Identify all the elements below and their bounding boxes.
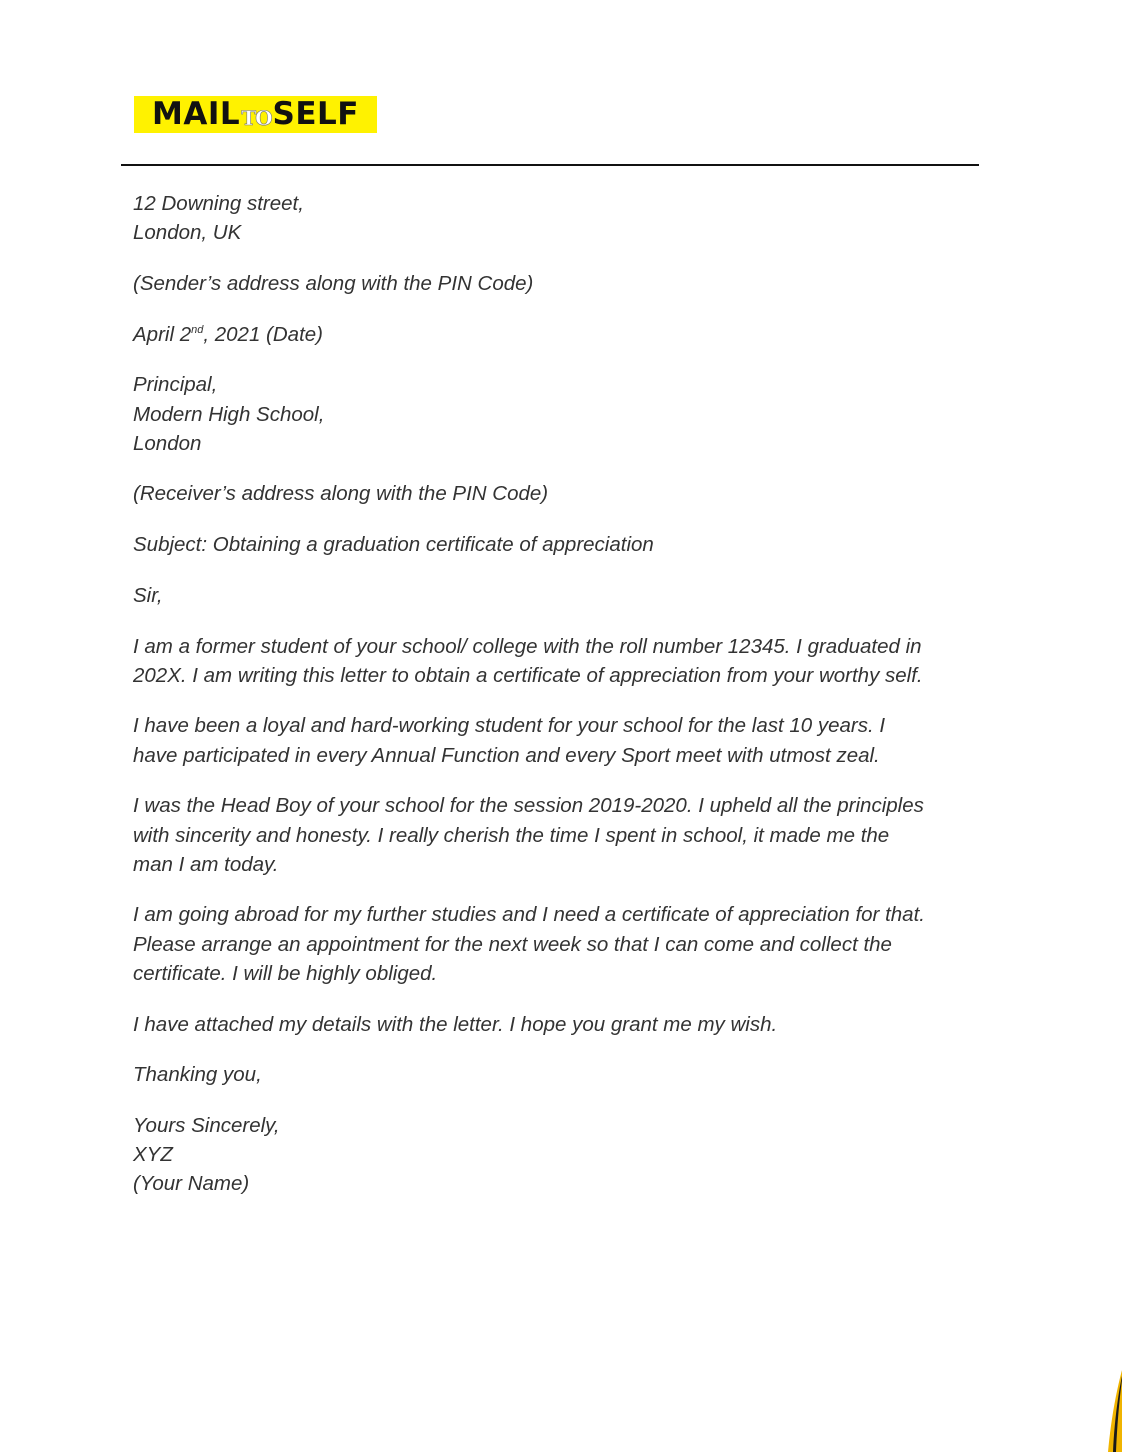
body-line: I am going abroad for my further studies and I need a certificate of appreciation for that. bbox=[133, 903, 925, 927]
body-line: I am a former student of your school/ college with the roll number 12345. I graduated in bbox=[133, 634, 922, 658]
receiver-line: Principal, bbox=[133, 373, 218, 397]
sender-address bbox=[133, 189, 993, 247]
signoff-line: XYZ bbox=[133, 1143, 173, 1167]
logo-text-mail: MAIL bbox=[152, 96, 241, 132]
sender-line: 12 Downing street, bbox=[133, 192, 304, 215]
body-line: I have been a loyal and hard-working student for your school for the last 10 years. I bbox=[133, 714, 886, 738]
header-divider bbox=[121, 164, 979, 166]
subject-line: Subject: Obtaining a graduation certificate of appreciation bbox=[133, 533, 654, 557]
body-line: have participated in every Annual Function and every Sport meet with utmost zeal. bbox=[133, 743, 880, 767]
receiver-address bbox=[133, 370, 993, 458]
signoff-block bbox=[133, 1111, 993, 1199]
body-paragraph-2 bbox=[133, 711, 993, 769]
body-line: certificate. I will be highly obliged. bbox=[133, 961, 438, 985]
body-line: I have attached my details with the letter. I hope you grant me my wish. bbox=[133, 1012, 778, 1036]
signoff-line: (Your Name) bbox=[133, 1172, 250, 1196]
body-paragraph-1 bbox=[133, 632, 993, 690]
receiver-line: London bbox=[133, 431, 202, 455]
body-line: I was the Head Boy of your school for the session 2019-2020. I upheld all the principles bbox=[133, 794, 924, 818]
sender-note: (Sender’s address along with the PIN Code) bbox=[133, 271, 534, 295]
logo-text-self: SELF bbox=[272, 96, 359, 132]
closing-line: Thanking you, bbox=[133, 1063, 262, 1087]
corner-decoration bbox=[1106, 1370, 1122, 1452]
brand-logo bbox=[134, 96, 377, 133]
receiver-line: Modern High School, bbox=[133, 402, 325, 426]
body-line: with sincerity and honesty. I really cherish the time I spent in school, it made me the bbox=[133, 823, 890, 847]
letter-date bbox=[133, 320, 993, 349]
date-prefix: April 2 bbox=[133, 322, 192, 346]
salutation: Sir, bbox=[133, 583, 163, 607]
letter-body bbox=[133, 189, 993, 1220]
logo-text-to: TO bbox=[241, 105, 272, 130]
body-paragraph-4 bbox=[133, 900, 993, 988]
body-line: Please arrange an appointment for the next week so that I can come and collect the bbox=[133, 932, 892, 956]
body-paragraph-5 bbox=[133, 1010, 993, 1039]
date-rest: , 2021 (Date) bbox=[203, 322, 324, 346]
receiver-note: (Receiver’s address along with the PIN Code) bbox=[133, 482, 549, 506]
body-paragraph-3 bbox=[133, 791, 993, 879]
signoff-line: Yours Sincerely, bbox=[133, 1113, 280, 1137]
date-ordinal: nd bbox=[191, 323, 204, 336]
body-line: man I am today. bbox=[133, 852, 279, 876]
sender-line: London, UK bbox=[133, 221, 242, 245]
body-line: 202X. I am writing this letter to obtain a certificate of appreciation from your worthy self. bbox=[133, 663, 923, 687]
